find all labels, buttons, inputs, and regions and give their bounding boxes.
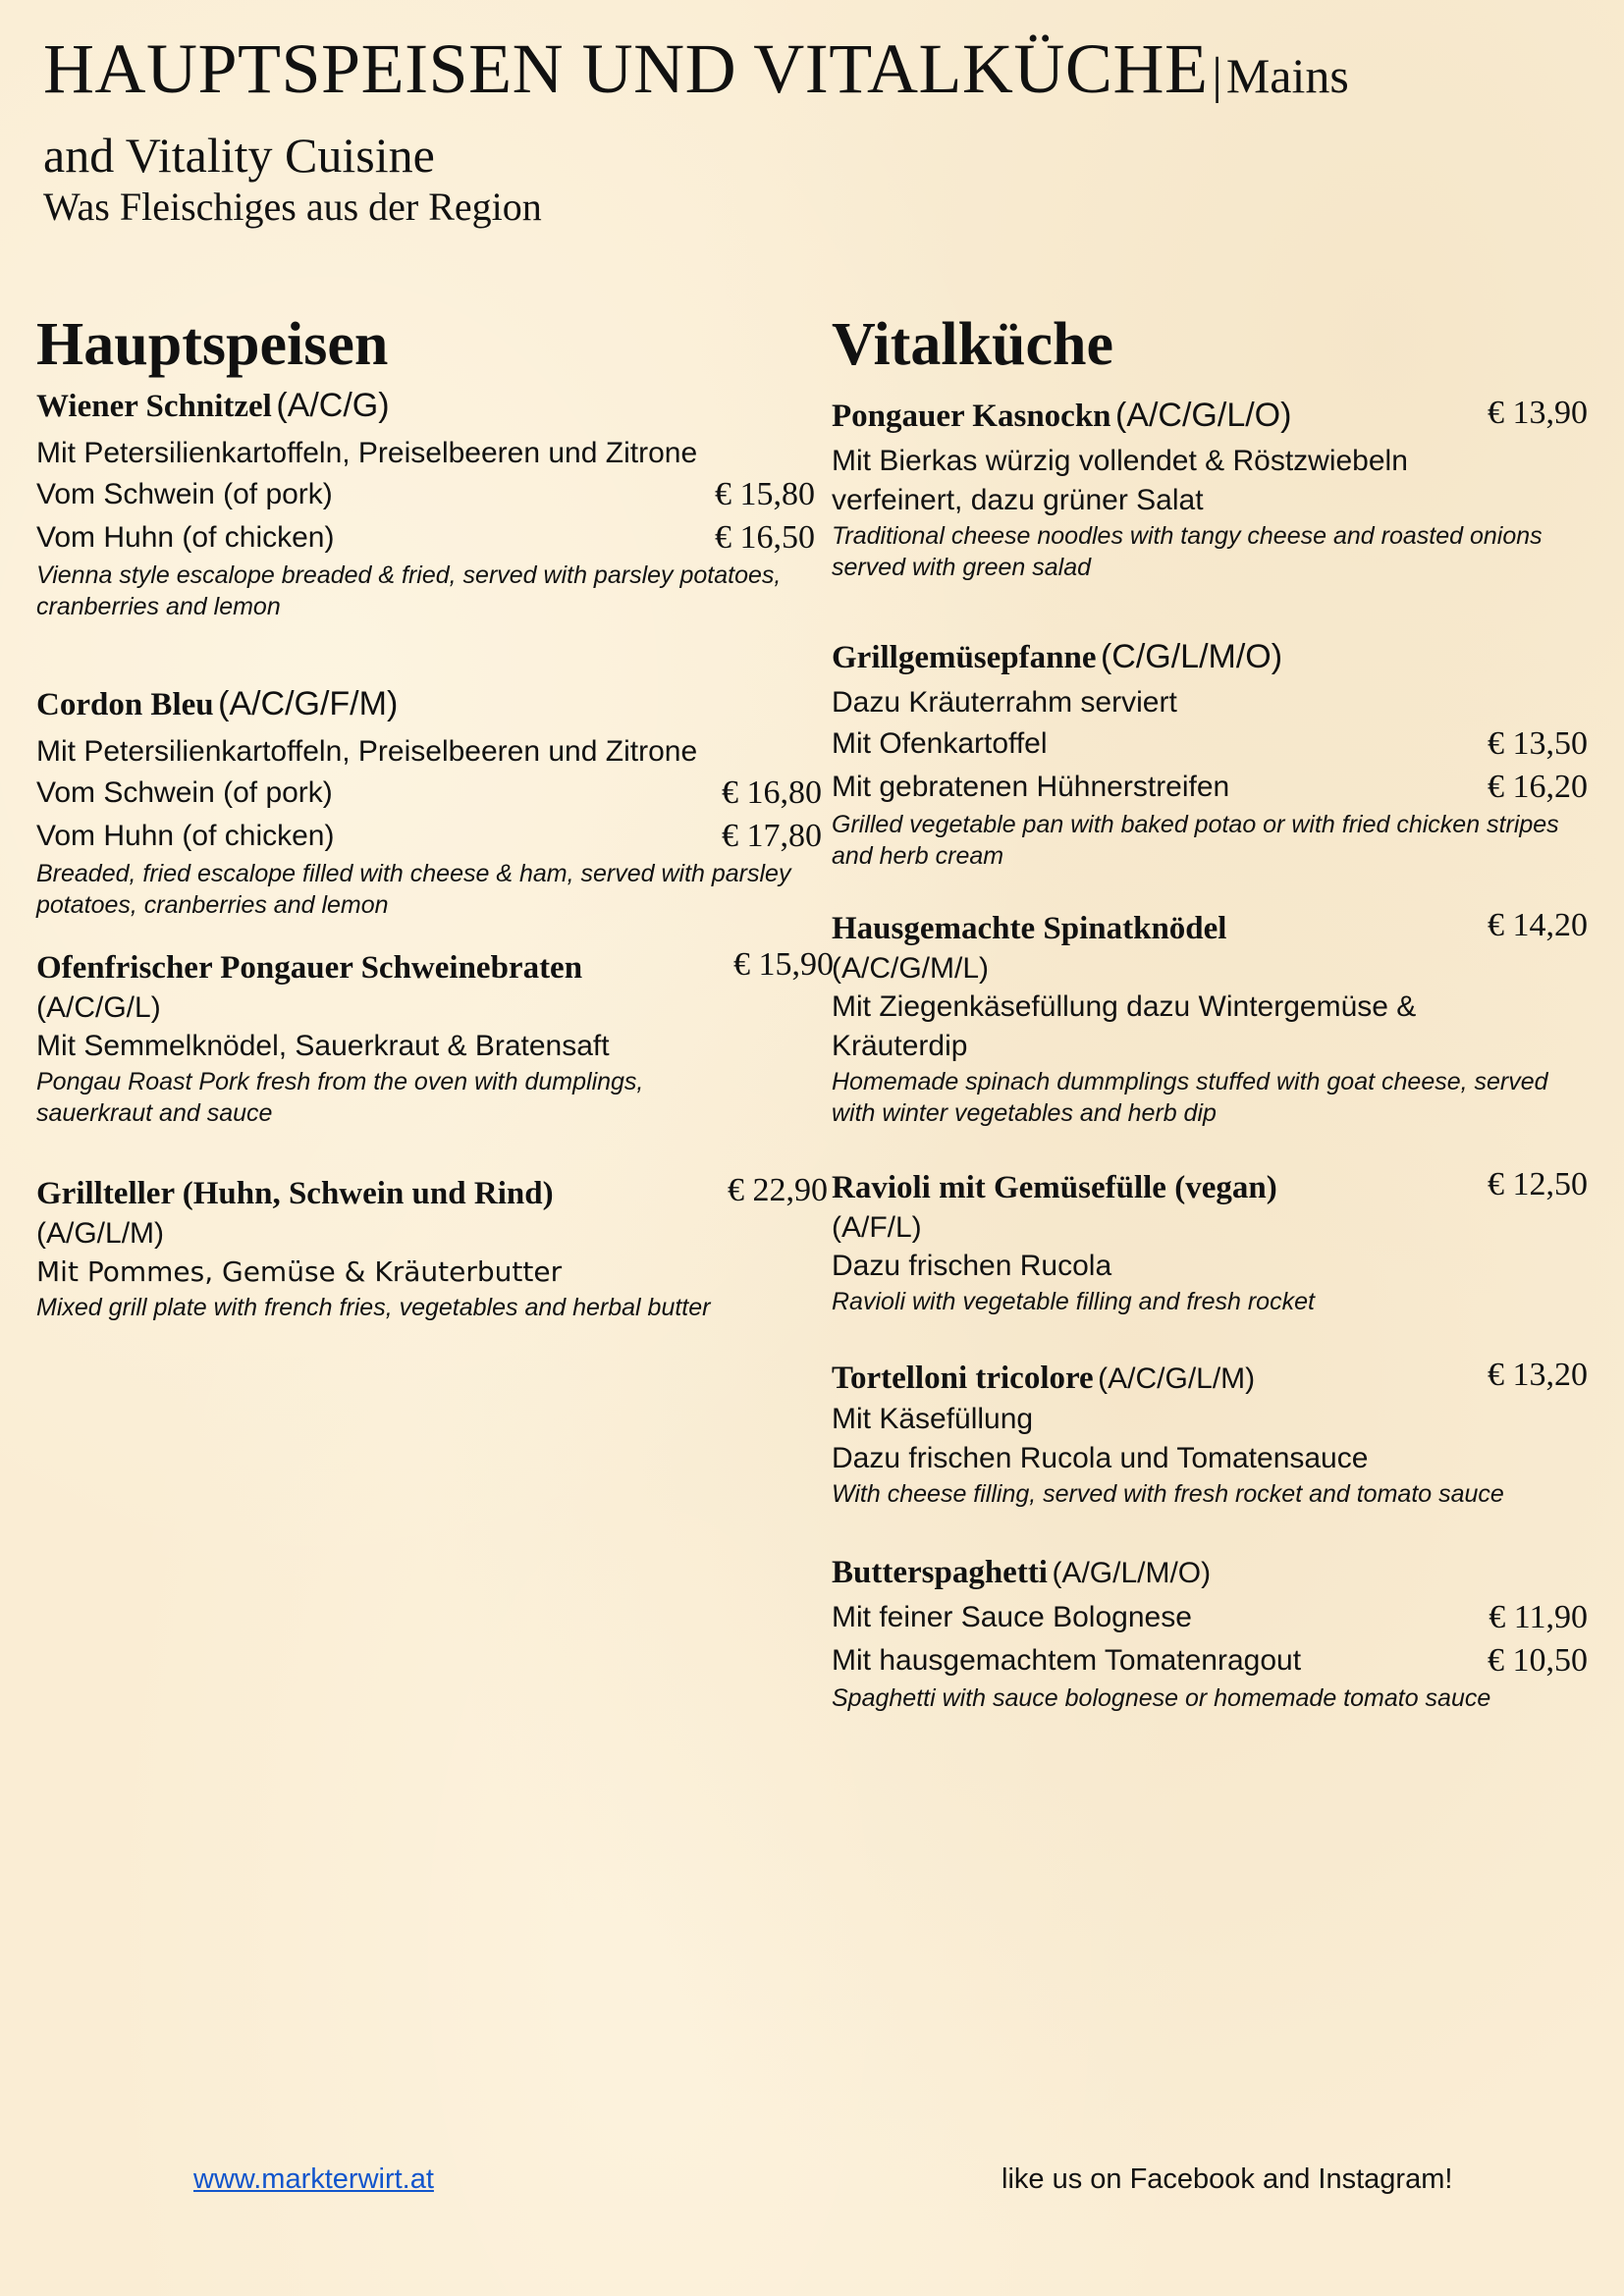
dish-price: € 13,20 xyxy=(1488,1357,1588,1393)
dish-allergens: (A/G/L/M) xyxy=(36,1217,165,1250)
dish-allergens: (C/G/L/M/O) xyxy=(1100,638,1283,675)
dish-kasnockn xyxy=(832,395,1592,583)
dish-english-description: Ravioli with vegetable filling and fresh rocket xyxy=(832,1288,1315,1315)
option-price: € 16,20 xyxy=(1488,769,1588,805)
dish-allergens: (A/C/G/L) xyxy=(36,991,161,1024)
dish-price: € 22,90 xyxy=(728,1172,828,1208)
dish-grillteller xyxy=(36,1172,828,1323)
dish-english-description: Breaded, fried escalope filled with cheese & ham, served with parsley potatoes, cranberries and lemon xyxy=(36,860,791,919)
website-link[interactable]: www.markterwirt.at xyxy=(193,2163,434,2195)
dish-option xyxy=(832,1596,1588,1639)
hauptspeisen-column xyxy=(36,306,834,1323)
dish-price: € 14,20 xyxy=(1488,907,1588,943)
dish-english-description: Vienna style escalope breaded & fried, served with parsley potatoes, cranberries and lemon xyxy=(36,561,782,620)
dish-name: Ofenfrischer Pongauer Schweinebraten xyxy=(36,950,583,986)
dish-english-description: With cheese filling, served with fresh rocket and tomato sauce xyxy=(832,1480,1504,1508)
option-label: Mit feiner Sauce Bolognese xyxy=(832,1601,1192,1633)
option-label: Vom Schwein (of pork) xyxy=(36,776,333,809)
title-english-part2: and Vitality Cuisine xyxy=(43,128,435,183)
option-price: € 15,80 xyxy=(715,476,815,512)
dish-option xyxy=(36,772,822,815)
option-label: Vom Schwein (of pork) xyxy=(36,478,333,510)
option-price: € 11,90 xyxy=(1489,1599,1588,1635)
dish-description: Mit Käsefüllung xyxy=(832,1403,1034,1435)
title-separator: | xyxy=(1212,48,1222,104)
dish-name: Wiener Schnitzel xyxy=(36,389,272,424)
option-label: Mit hausgemachtem Tomatenragout xyxy=(832,1644,1302,1677)
option-price: € 16,80 xyxy=(722,774,822,811)
dish-option xyxy=(36,815,822,858)
dish-name: Cordon Bleu xyxy=(36,687,214,722)
vitalkueche-column xyxy=(832,306,1592,1714)
dish-option xyxy=(832,722,1588,766)
dish-name: Pongauer Kasnockn xyxy=(832,399,1111,434)
dish-english-description: Mixed grill plate with french fries, vegetables and herbal butter xyxy=(36,1294,711,1321)
dish-allergens: (A/C/G/M/L) xyxy=(832,952,990,985)
page-subtitle: Was Fleischiges aus der Region xyxy=(43,185,542,229)
dish-spinatknoedel xyxy=(832,907,1592,1129)
option-label: Mit gebratenen Hühnerstreifen xyxy=(832,771,1230,803)
dish-allergens: (A/F/L) xyxy=(832,1211,922,1244)
dish-description: Mit Pommes, Gemüse & Kräuterbutter xyxy=(36,1255,563,1288)
option-price: € 17,80 xyxy=(722,818,822,854)
section-title-hauptspeisen: Hauptspeisen xyxy=(36,311,389,378)
dish-description: Mit Petersilienkartoffeln, Preiselbeeren und Zitrone xyxy=(36,735,698,768)
dish-option xyxy=(36,516,815,560)
dish-option xyxy=(832,1639,1588,1682)
dish-description: Mit Semmelknödel, Sauerkraut & Bratensaft xyxy=(36,1030,610,1062)
dish-description: Mit Petersilienkartoffeln, Preiselbeeren und Zitrone xyxy=(36,437,698,469)
dish-option xyxy=(832,766,1588,809)
title-main: HAUPTSPEISEN UND VITALKÜCHE xyxy=(43,29,1209,108)
dish-english-description: Homemade spinach dummplings stuffed with goat cheese, served with winter vegetables and herb dip xyxy=(832,1068,1548,1127)
option-price: € 10,50 xyxy=(1488,1642,1588,1679)
dish-name: Hausgemachte Spinatknödel xyxy=(832,911,1227,946)
dish-name: Tortelloni tricolore xyxy=(832,1361,1094,1396)
dish-name: Butterspaghetti xyxy=(832,1555,1048,1590)
dish-description: Dazu Kräuterrahm serviert xyxy=(832,686,1177,719)
dish-name: Grillgemüsepfanne xyxy=(832,640,1097,675)
title-english-part1: Mains xyxy=(1225,48,1349,103)
dish-grillgemuesepfanne xyxy=(832,636,1592,872)
dish-description: Mit Bierkas würzig vollendet & Röstzwiebeln verfeinert, dazu grüner Salat xyxy=(832,445,1408,516)
social-media-note: like us on Facebook and Instagram! xyxy=(1001,2163,1453,2195)
option-price: € 16,50 xyxy=(715,519,815,556)
dish-allergens: (A/C/G/L/O) xyxy=(1114,397,1292,434)
dish-schweinebraten xyxy=(36,946,834,1129)
dish-cordon-bleu xyxy=(36,683,822,921)
dish-option xyxy=(36,473,815,516)
dish-english-description: Pongau Roast Pork fresh from the oven with dumplings, sauerkraut and sauce xyxy=(36,1068,644,1127)
dish-allergens: (A/C/G/F/M) xyxy=(218,685,399,722)
dish-description: Dazu frischen Rucola xyxy=(832,1250,1112,1282)
dish-butterspaghetti xyxy=(832,1551,1592,1714)
dish-english-description: Spaghetti with sauce bolognese or homemade tomato sauce xyxy=(832,1684,1491,1712)
page-title xyxy=(43,29,1595,128)
dish-wiener-schnitzel xyxy=(36,385,822,622)
dish-allergens: (A/C/G/L/M) xyxy=(1098,1362,1256,1395)
option-label: Vom Huhn (of chicken) xyxy=(36,820,335,852)
dish-price: € 12,50 xyxy=(1488,1166,1588,1202)
dish-english-description: Grilled vegetable pan with baked potao or with fried chicken stripes and herb cream xyxy=(832,811,1559,870)
dish-allergens: (A/C/G) xyxy=(276,387,390,424)
dish-allergens: (A/G/L/M/O) xyxy=(1052,1557,1212,1589)
section-title-vitalkueche: Vitalküche xyxy=(832,311,1114,378)
dish-name: Ravioli mit Gemüsefülle (vegan) xyxy=(832,1170,1277,1205)
dish-description-2: Dazu frischen Rucola und Tomatensauce xyxy=(832,1442,1369,1474)
option-price: € 13,50 xyxy=(1488,725,1588,762)
dish-description: Mit Ziegenkäsefüllung dazu Wintergemüse & Kräuterdip xyxy=(832,990,1417,1062)
page-header xyxy=(43,29,1595,232)
dish-english-description: Traditional cheese noodles with tangy cheese and roasted onions served with green salad xyxy=(832,522,1543,581)
dish-tortelloni xyxy=(832,1357,1592,1510)
option-label: Mit Ofenkartoffel xyxy=(832,727,1048,760)
dish-price: € 15,90 xyxy=(733,946,834,983)
option-label: Vom Huhn (of chicken) xyxy=(36,521,335,554)
dish-price: € 13,90 xyxy=(1488,395,1588,431)
dish-ravioli xyxy=(832,1166,1592,1317)
dish-name: Grillteller (Huhn, Schwein und Rind) xyxy=(36,1176,554,1211)
